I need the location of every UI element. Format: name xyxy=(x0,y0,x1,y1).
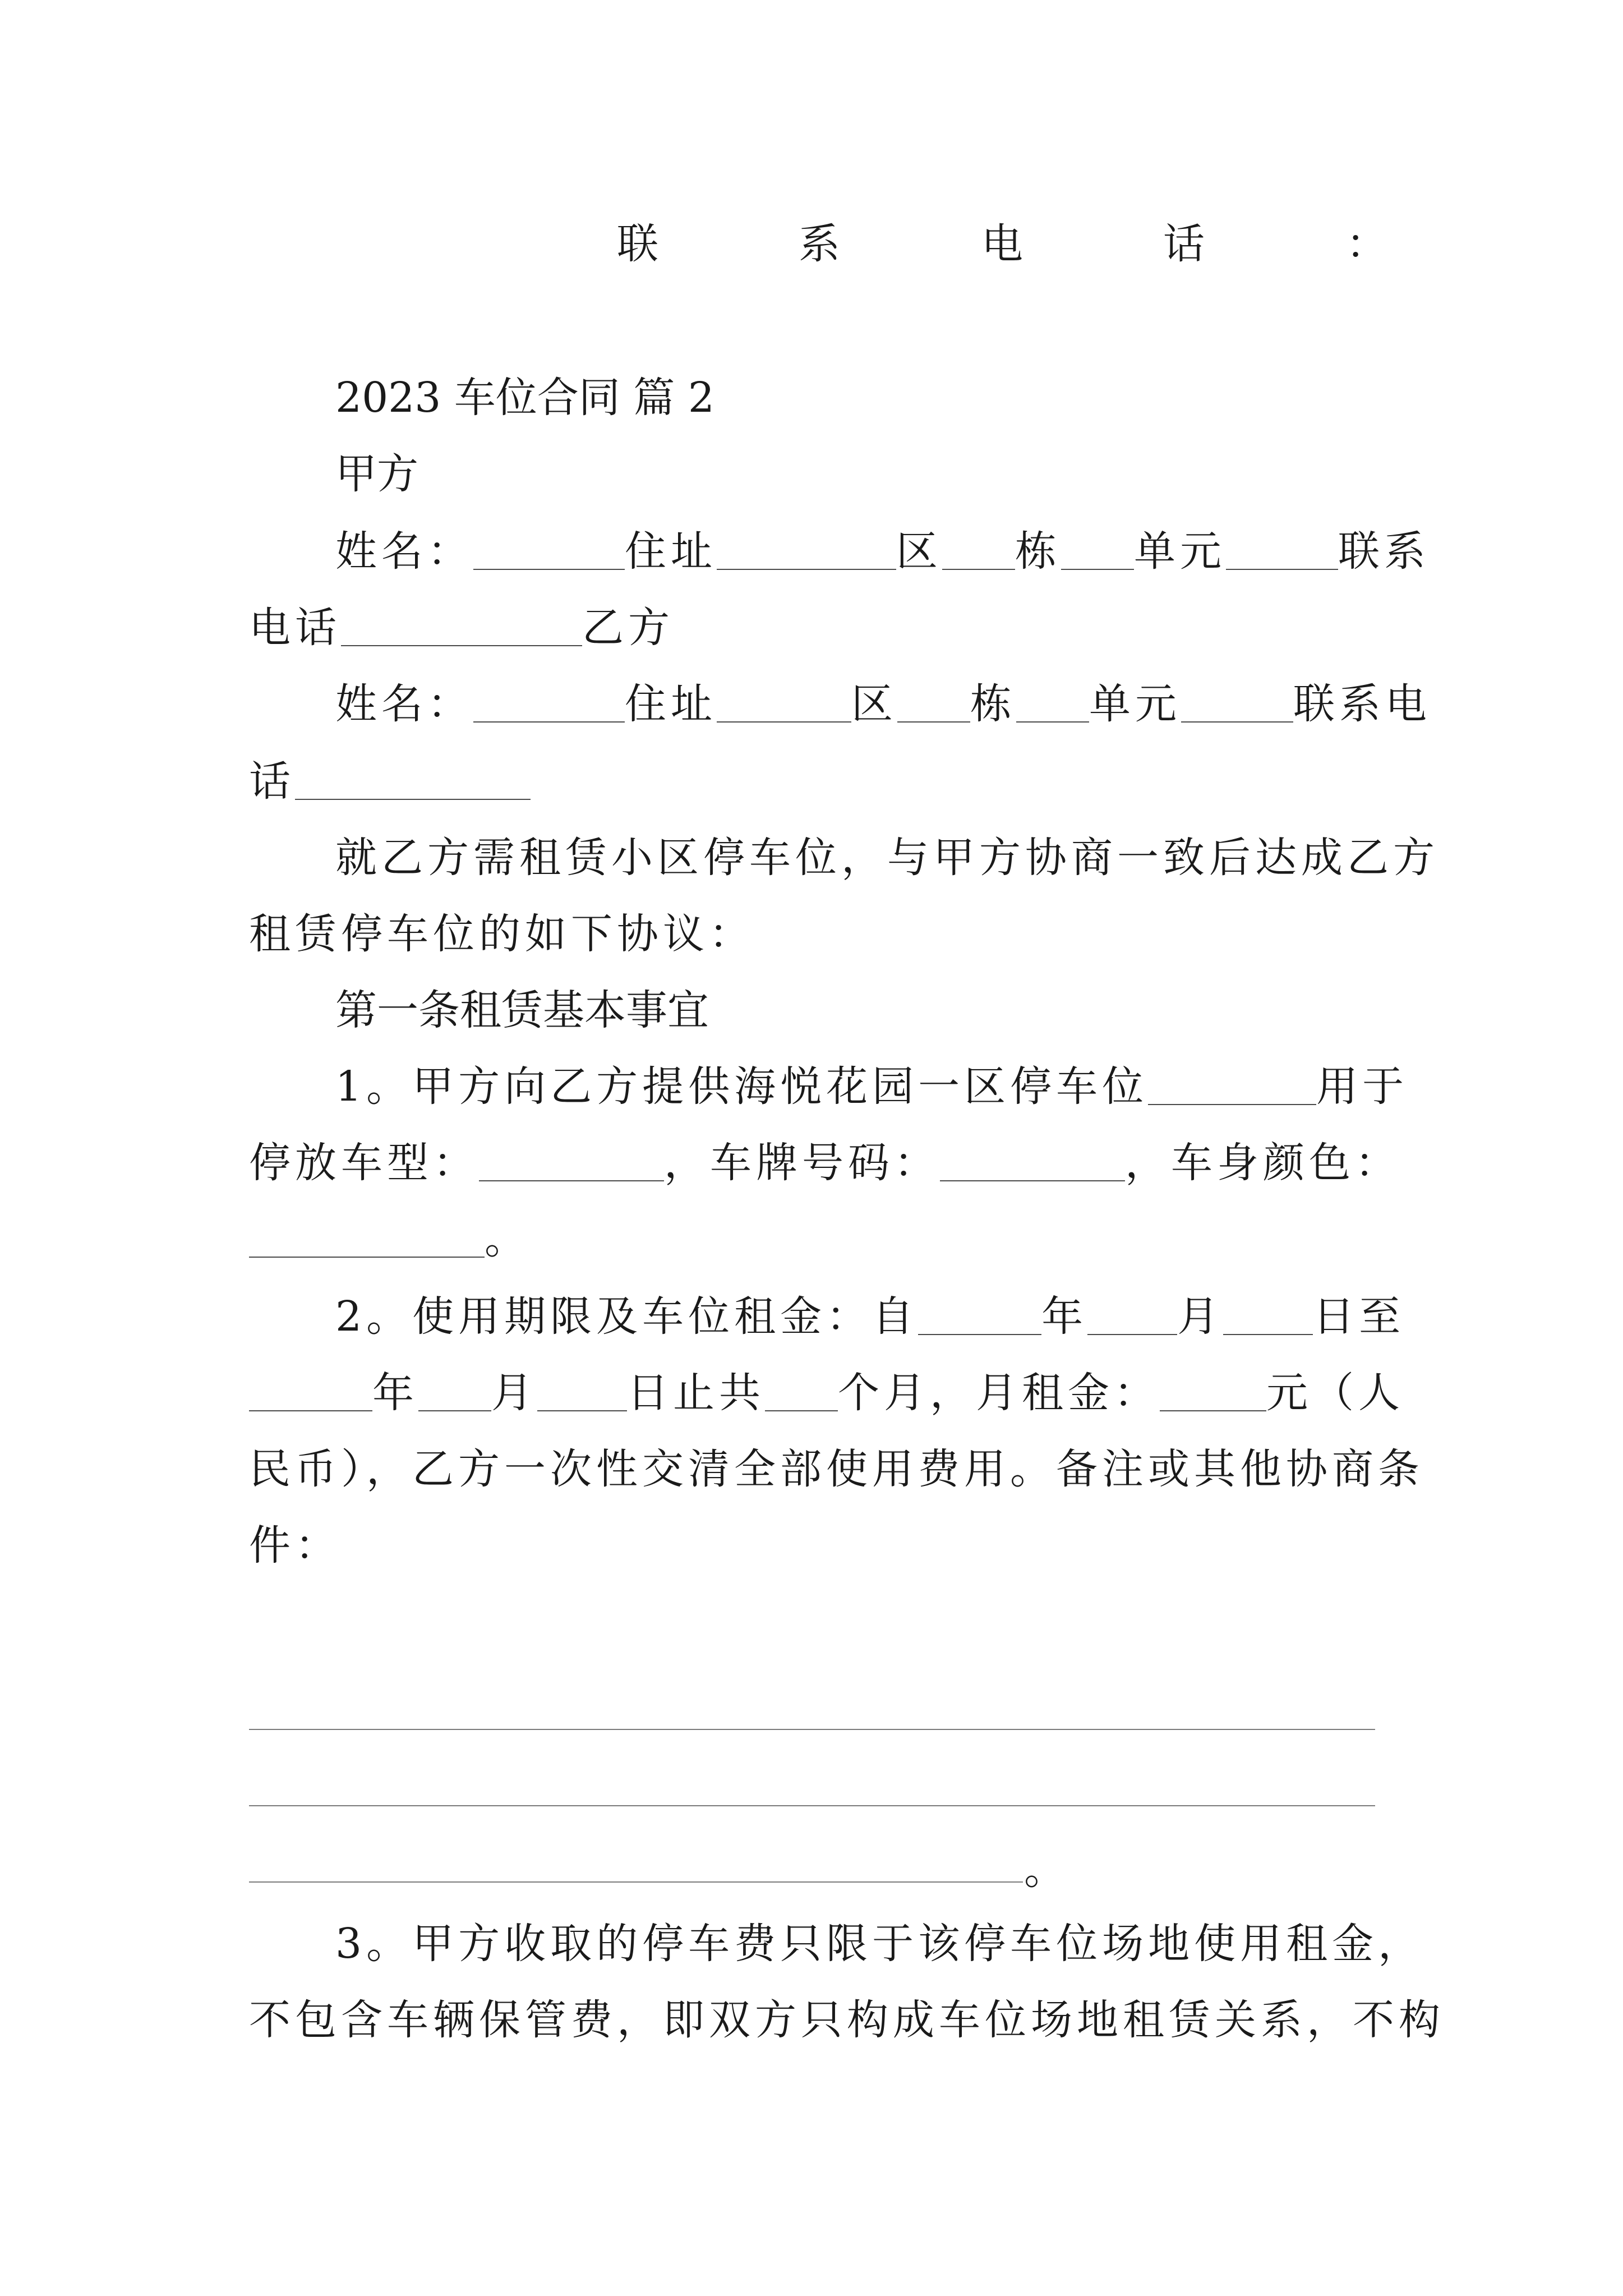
clause-2-month-1: 月 xyxy=(1177,1292,1224,1341)
notes-line-1 xyxy=(249,1729,1375,1730)
contact-colon: ： xyxy=(1346,220,1387,268)
party-a-info-line xyxy=(335,527,1430,576)
party-a-address-blank xyxy=(717,568,896,570)
clause-1-line-2 xyxy=(249,1139,1401,1187)
contact-char-4: 话 xyxy=(1163,220,1205,268)
clause-2-text-a: 2。使用期限及车位租金：自 xyxy=(335,1292,919,1341)
car-color-blank xyxy=(249,1256,485,1258)
clause-2-line-3: 民币），乙方一次性交清全部使用费用。备注或其他协商条 xyxy=(249,1445,1424,1493)
start-month-blank xyxy=(1087,1333,1177,1335)
end-year-blank xyxy=(249,1410,372,1411)
party-a-phone-label: 电话 xyxy=(249,604,341,652)
clause-2-months-total: 个月，月租金： xyxy=(838,1369,1160,1417)
plate-number-blank xyxy=(940,1180,1125,1181)
contact-char-1: 联 xyxy=(617,220,658,268)
car-model-blank xyxy=(479,1180,664,1181)
end-month-blank xyxy=(418,1410,491,1411)
party-a-address-label: 住址 xyxy=(625,527,717,576)
party-b-district: 区 xyxy=(851,680,897,728)
party-b-heading: 乙方 xyxy=(582,604,674,652)
clause-2-day-to: 日至 xyxy=(1313,1292,1405,1341)
party-a-building: 栋 xyxy=(1015,527,1061,576)
party-a-phone-line xyxy=(249,604,674,652)
clause-1-text-c: 停放车型： xyxy=(249,1139,479,1187)
notes-line-3 xyxy=(249,1881,1023,1883)
party-b-address-blank xyxy=(717,721,851,723)
party-a-unit: 单元 xyxy=(1134,527,1226,576)
party-a-building-blank xyxy=(1061,568,1134,570)
party-b-unit-blank xyxy=(1181,721,1293,723)
clause-2-line-1 xyxy=(335,1292,1405,1341)
clause-2-month-2: 月 xyxy=(491,1369,537,1417)
notes-end-mark: 。 xyxy=(1024,1846,1066,1894)
clause-1-end-mark: 。 xyxy=(485,1215,531,1263)
party-a-unit-blank xyxy=(1226,568,1338,570)
intro-line-1: 就乙方需租赁小区停车位，与甲方协商一致后达成乙方 xyxy=(335,834,1439,882)
clause-3-line-2: 不包含车辆保管费，即双方只构成车位场地租赁关系，不构 xyxy=(249,1996,1445,2044)
article-1-title: 第一条租赁基本事宜 xyxy=(335,986,709,1034)
party-a-phone-blank xyxy=(341,645,582,646)
clause-2-day-end: 日止共 xyxy=(627,1369,765,1417)
clause-1-text-b: 用于 xyxy=(1316,1062,1409,1111)
party-a-heading: 甲方 xyxy=(335,450,418,498)
party-b-name-blank xyxy=(473,721,625,723)
party-b-building-blank xyxy=(1016,721,1089,723)
clause-2-line-2 xyxy=(249,1369,1404,1417)
clause-1-text-a: 1。甲方向乙方提供海悦花园一区停车位 xyxy=(335,1062,1149,1111)
clause-3-line-1: 3。甲方收取的停车费只限于该停车位场地使用租金， xyxy=(335,1920,1424,1968)
party-b-info-line xyxy=(335,680,1431,728)
clause-2-yuan: 元（人 xyxy=(1266,1369,1404,1417)
clause-2-year-1: 年 xyxy=(1041,1292,1088,1341)
party-a-contact-label: 联系 xyxy=(1338,527,1430,576)
intro-line-2: 租赁停车位的如下协议： xyxy=(249,910,755,958)
notes-line-2 xyxy=(249,1805,1375,1806)
start-day-blank xyxy=(1223,1333,1313,1335)
party-b-district-blank xyxy=(897,721,970,723)
rent-amount-blank xyxy=(1160,1410,1266,1411)
contact-char-3: 电 xyxy=(981,220,1023,268)
party-b-address-label: 住址 xyxy=(625,680,717,728)
clause-1-line-1 xyxy=(335,1062,1409,1111)
contact-char-2: 系 xyxy=(799,220,840,268)
end-day-blank xyxy=(537,1410,627,1411)
party-b-contact-label: 联系电 xyxy=(1293,680,1431,728)
party-b-name-label: 姓名： xyxy=(335,680,473,728)
months-total-blank xyxy=(765,1410,838,1411)
start-year-blank xyxy=(918,1333,1041,1335)
party-a-district: 区 xyxy=(896,527,942,576)
party-b-phone-label: 话 xyxy=(249,757,295,806)
clause-2-year-2: 年 xyxy=(372,1369,418,1417)
clause-2-line-4: 件： xyxy=(249,1521,341,1570)
parking-space-blank xyxy=(1148,1103,1316,1105)
party-a-name-blank xyxy=(473,568,625,570)
party-b-building: 栋 xyxy=(970,680,1016,728)
clause-1-line-3 xyxy=(249,1215,531,1263)
party-b-unit: 单元 xyxy=(1089,680,1181,728)
party-b-phone-line xyxy=(249,757,531,806)
clause-1-text-e: ，车身颜色： xyxy=(1125,1139,1401,1187)
party-a-district-blank xyxy=(942,568,1015,570)
party-a-name-label: 姓名： xyxy=(335,527,473,576)
clause-1-text-d: ，车牌号码： xyxy=(664,1139,940,1187)
section-title: 2023 车位合同 篇 2 xyxy=(335,374,714,422)
party-b-phone-blank xyxy=(295,798,531,800)
